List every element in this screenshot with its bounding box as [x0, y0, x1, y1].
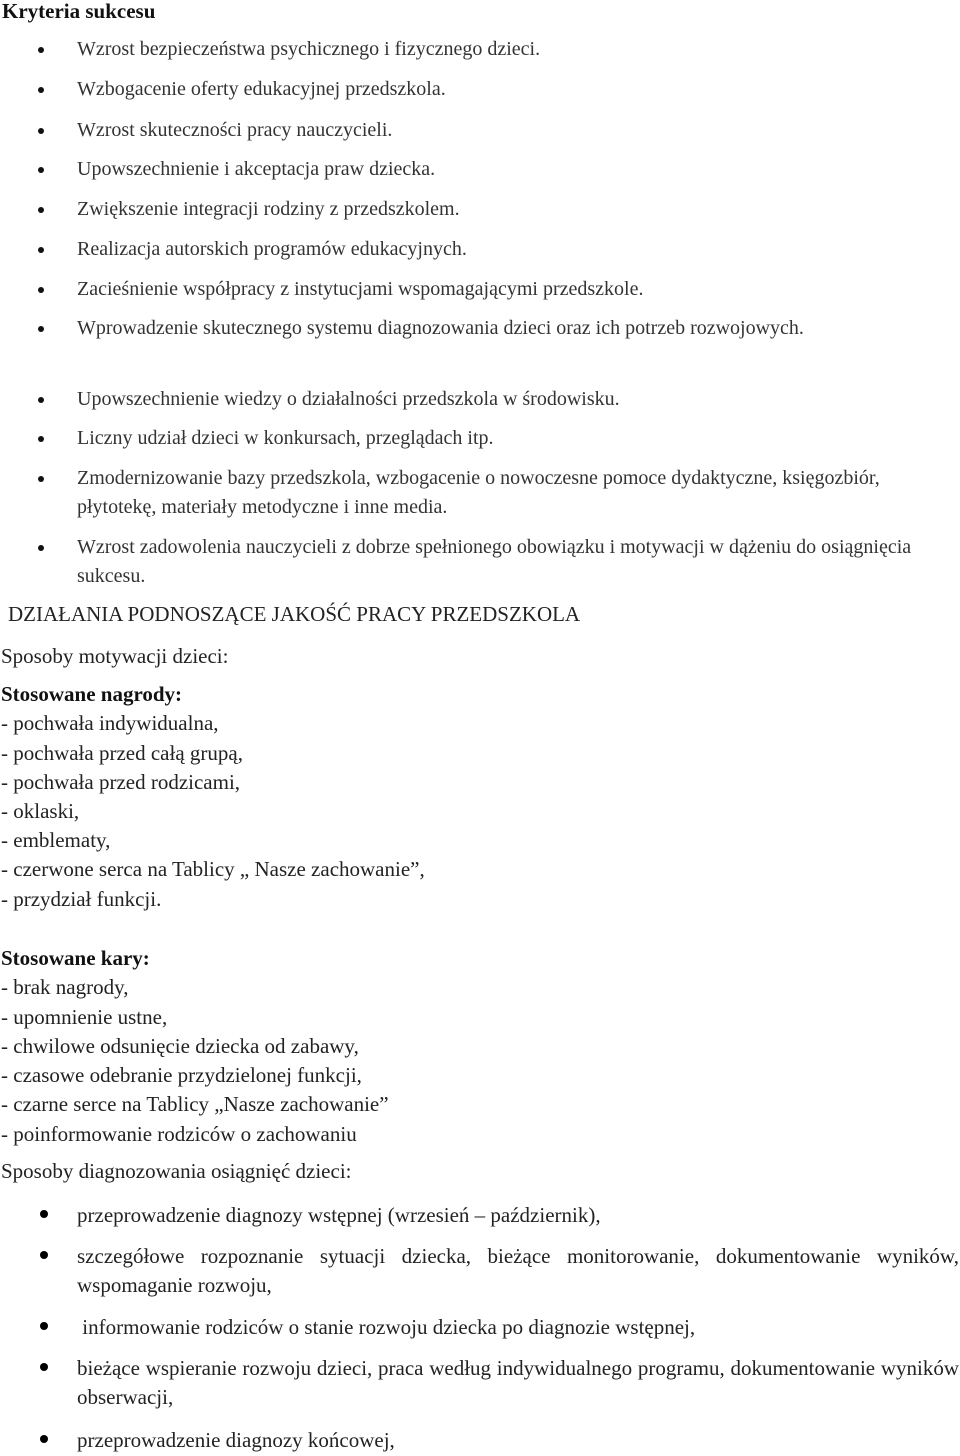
bullet-icon [38, 87, 44, 93]
bullet-icon [40, 1363, 48, 1371]
bullet-icon [40, 1251, 48, 1259]
rewards-heading: Stosowane nagrody: [1, 682, 183, 706]
bullet-icon [38, 545, 44, 551]
list-item: Wzrost bezpieczeństwa psychicznego i fizycznego dzieci. [77, 35, 957, 64]
list-item: - pochwała przed całą grupą, [1, 741, 243, 765]
list-item: Zacieśnienie współpracy z instytucjami wspomagającymi przedszkole. [77, 275, 957, 304]
list-item: informowanie rodziców o stanie rozwoju dziecka po diagnozie wstępnej, [77, 1313, 959, 1342]
list-item: - brak nagrody, [1, 975, 129, 999]
bullet-icon [38, 207, 44, 213]
penalties-heading: Stosowane kary: [1, 946, 150, 970]
list-item: bieżące wspieranie rozwoju dzieci, praca według indywidualnego programu, dokumentowanie wyników obserwacji, [77, 1354, 959, 1412]
list-item: Zmodernizowanie bazy przedszkola, wzbogacenie o nowoczesne pomoce dydaktyczne, księgozbiór, płytotekę, materiały metodyczne i inne media. [77, 464, 957, 522]
section-title: DZIAŁANIA PODNOSZĄCE JAKOŚĆ PRACY PRZEDSZKOLA [8, 602, 581, 626]
list-item: Realizacja autorskich programów edukacyjnych. [77, 235, 957, 264]
motivation-label: Sposoby motywacji dzieci: [1, 644, 229, 668]
list-item: - czerwone serca na Tablicy „ Nasze zachowanie”, [1, 857, 425, 881]
bullet-icon [38, 167, 44, 173]
bullet-icon [38, 476, 44, 482]
list-item: - chwilowe odsunięcie dziecka od zabawy, [1, 1034, 359, 1058]
bullet-icon [38, 47, 44, 53]
list-item: Zwiększenie integracji rodziny z przedszkolem. [77, 195, 957, 224]
bullet-icon [40, 1322, 48, 1330]
diagnosis-label: Sposoby diagnozowania osiągnięć dzieci: [1, 1159, 352, 1183]
list-item: szczegółowe rozpoznanie sytuacji dziecka, bieżące monitorowanie, dokumentowanie wyników, wspomaganie rozwoju, [77, 1242, 959, 1300]
list-item: Wprowadzenie skutecznego systemu diagnozowania dzieci oraz ich potrzeb rozwojowych. [77, 314, 957, 343]
list-item: Wzrost zadowolenia nauczycieli z dobrze spełnionego obowiązku i motywacji w dążeniu do osiągnięcia sukcesu. [77, 533, 957, 591]
list-item: przeprowadzenie diagnozy końcowej, [77, 1426, 959, 1455]
list-item: przeprowadzenie diagnozy wstępnej (wrzesień – październik), [77, 1201, 959, 1230]
list-item: Upowszechnienie i akceptacja praw dziecka. [77, 155, 957, 184]
list-item: Liczny udział dzieci w konkursach, przeglądach itp. [77, 424, 957, 453]
list-item: - przydział funkcji. [1, 887, 162, 911]
bullet-icon [38, 436, 44, 442]
bullet-icon [38, 287, 44, 293]
bullet-icon [38, 128, 44, 134]
list-item: Wzbogacenie oferty edukacyjnej przedszkola. [77, 75, 957, 104]
list-item: - oklaski, [1, 799, 80, 823]
bullet-icon [40, 1435, 48, 1443]
list-item: - czarne serce na Tablicy „Nasze zachowanie” [1, 1092, 389, 1116]
bullet-icon [40, 1210, 48, 1218]
list-item: Wzrost skuteczności pracy nauczycieli. [77, 116, 957, 145]
list-item: - emblematy, [1, 828, 111, 852]
bullet-icon [38, 326, 44, 332]
list-item: - upomnienie ustne, [1, 1005, 168, 1029]
success-criteria-heading: Kryteria sukcesu [2, 0, 156, 23]
list-item: - poinformowanie rodziców o zachowaniu [1, 1122, 357, 1146]
bullet-icon [38, 247, 44, 253]
list-item: - pochwała przed rodzicami, [1, 770, 241, 794]
bullet-icon [38, 397, 44, 403]
list-item: - pochwała indywidualna, [1, 711, 219, 735]
list-item: Upowszechnienie wiedzy o działalności przedszkola w środowisku. [77, 385, 957, 414]
list-item: - czasowe odebranie przydzielonej funkcji, [1, 1063, 362, 1087]
